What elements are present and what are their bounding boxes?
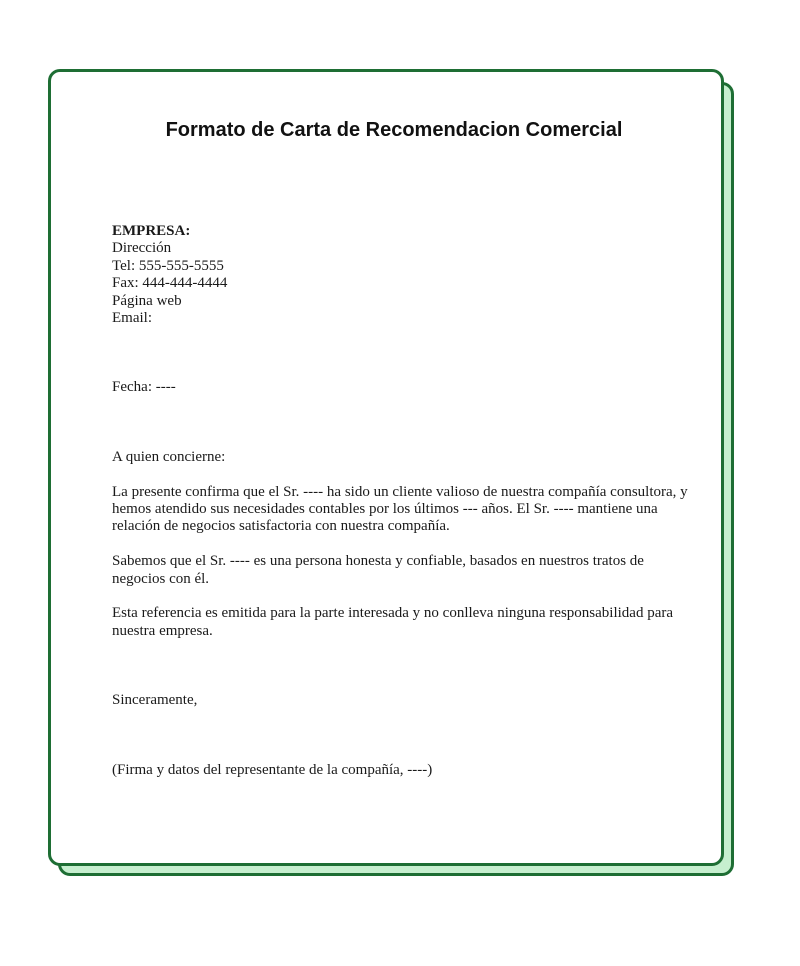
company-email: Email: (112, 310, 152, 327)
company-address: Dirección (112, 240, 172, 257)
company-name: EMPRESA: (112, 223, 191, 239)
page-title: Formato de Carta de Recomendacion Comercial (165, 119, 623, 141)
company-website: Página web (112, 292, 182, 309)
letter-body (112, 223, 692, 779)
letter-paragraph: Sabemos que el Sr. ---- es una persona honesta y confiable, basados en nuestros tratos de negocios con él. (112, 553, 644, 587)
letter-signature: (Firma y datos del representante de la compañía, ----) (112, 761, 433, 778)
company-phone: Tel: 555-555-5555 (112, 257, 224, 274)
company-header (112, 223, 692, 327)
letter-closing: Sinceramente, (112, 692, 198, 709)
letter-greeting: A quien concierne: (112, 448, 226, 465)
company-fax: Fax: 444-444-4444 (112, 275, 228, 292)
letter-date: Fecha: ---- (112, 379, 176, 396)
letter-paragraph: Esta referencia es emitida para la parte interesada y no conlleva ninguna responsabilidad para nuestra empresa. (112, 605, 673, 639)
letter-paragraph: La presente confirma que el Sr. ---- ha sido un cliente valioso de nuestra compañía consultora, y hemos atendido sus necesidades contables por los últimos --- años. El Sr. ---- mantiene una relación de negocios satisfactoria con nuestra compañía. (112, 483, 688, 535)
